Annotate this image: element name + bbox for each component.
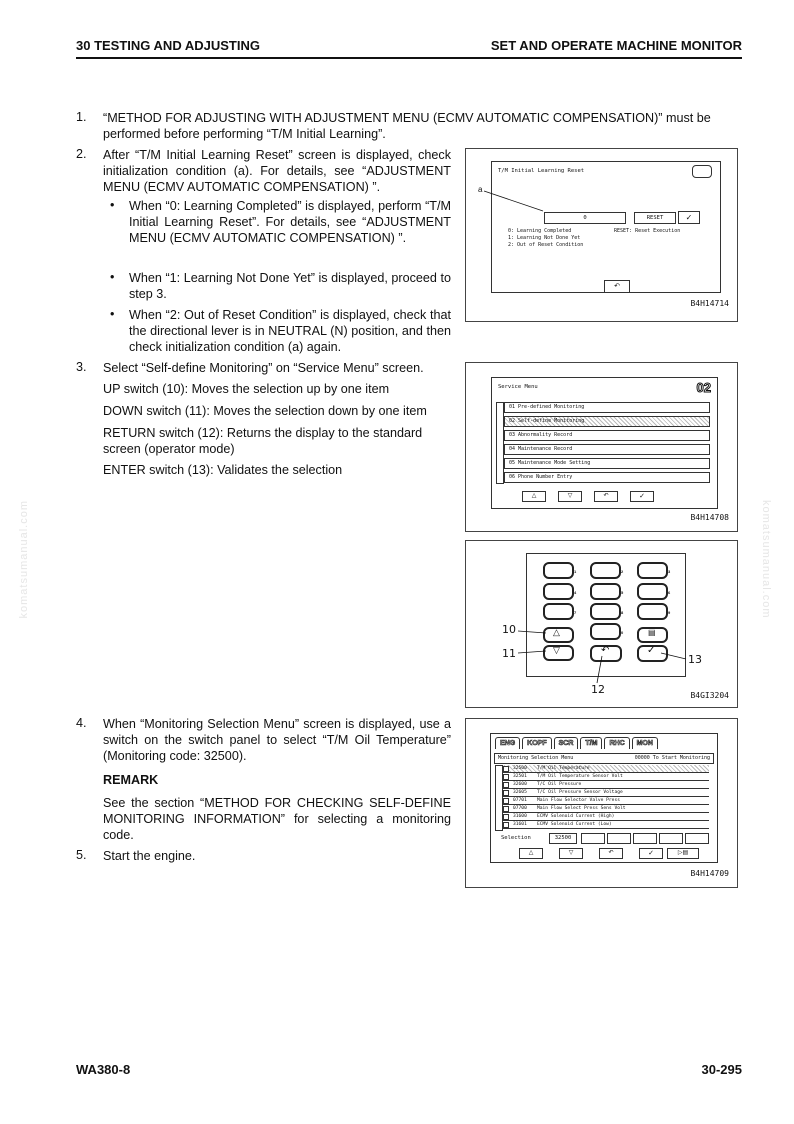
figure-code: B4H14708 [690,513,729,522]
enter-check-icon[interactable]: ✓ [678,211,700,224]
watermark-right: komatsumanual.com [760,500,772,619]
tab-mon[interactable]: MON [632,737,658,749]
selection-slot[interactable] [607,833,631,844]
step-3-text: Select “Self-define Monitoring” on “Service Menu” screen. [103,361,424,375]
row-code: 32500 [513,766,527,771]
row-checkbox[interactable] [503,774,509,780]
row-code: 31601 [513,822,527,827]
next-menu-icon[interactable]: ▷▤ [667,848,699,859]
menu-icon: ▤ [648,628,656,637]
service-menu-list [504,402,710,486]
figure-code: B4H14714 [690,299,729,308]
service-menu-item[interactable]: 06 Phone Number Entry [504,472,710,483]
service-menu-item[interactable]: 04 Maintenance Record [504,444,710,455]
step-3-line-return: RETURN switch (12): Returns the display to the standard screen (operator mode) [103,426,423,456]
reset-note: RESET: Reset Execution [614,228,681,234]
tab-rhc[interactable]: RHC [604,737,629,749]
return-icon[interactable]: ↶ [599,848,623,859]
row-name: Main Flow Select Press Sens Volt [537,806,626,811]
step-3-line-enter: ENTER switch (13): Validates the selection [103,463,343,477]
figure-code: B4H14709 [690,869,729,878]
row-name: T/C Oil Pressure [537,782,582,787]
selection-slot[interactable] [633,833,657,844]
row-name: T/M Oil Temperature Sensor Volt [537,774,623,779]
down-arrow-icon[interactable]: ▽ [559,848,583,859]
tab-eng[interactable]: ENG [495,737,520,749]
step-4-text: When “Monitoring Selection Menu” screen is displayed, use a switch on the switch panel to select “T/M Oil Temperature” (Monitoring code: 32500). [103,717,451,763]
key-number: 9 [668,610,671,615]
step-5-number: 5. [76,848,87,862]
tab-bar [495,737,658,749]
row-checkbox[interactable] [503,814,509,820]
figure-monitoring-selection [465,718,738,888]
option-1: 1: Learning Not Done Yet [508,235,581,241]
header-right: SET AND OPERATE MACHINE MONITOR [490,38,742,53]
arrow-a [466,149,737,321]
option-2: 2: Out of Reset Condition [508,242,584,248]
leader-lines [466,541,737,707]
selection-slot[interactable] [685,833,709,844]
step-3-line-down: DOWN switch (11): Moves the selection down by one item [103,404,427,418]
row-code: 32501 [513,774,527,779]
row-code: 07700 [513,806,527,811]
header-left: 30 TESTING AND ADJUSTING [76,38,260,53]
step-4-number: 4. [76,716,87,730]
enter-check-icon: ✓ [647,645,656,656]
enter-check-icon[interactable]: ✓ [630,491,654,502]
key-number: 1 [574,569,577,574]
row-checkbox[interactable] [503,798,509,804]
step-3-line-up: UP switch (10): Moves the selection up by one item [103,382,390,396]
reset-button[interactable]: RESET [634,212,676,224]
footer-left: WA380-8 [76,1062,131,1077]
figure-service-menu [465,362,738,532]
row-name: ECMV Solenoid Current (High) [537,814,615,819]
page-number: 02 [696,380,711,395]
label-a: a [478,185,483,194]
key-number: 8 [621,610,624,615]
monitoring-list [503,765,709,829]
tab-tm[interactable]: T/M [580,737,602,749]
service-menu-item[interactable]: 02 Self-define Monitoring [504,416,710,427]
row-code: 07701 [513,798,527,803]
return-icon: ↶ [601,645,610,656]
up-arrow-icon: △ [553,627,560,637]
watermark-left: komatsumanual.com [18,500,30,619]
service-menu-item[interactable]: 05 Maintenance Mode Setting [504,458,710,469]
monitoring-row[interactable] [503,773,709,781]
step-1-number: 1. [76,110,87,124]
row-checkbox[interactable] [503,822,509,828]
step-2-text: After “T/M Initial Learning Reset” screen is displayed, check initialization condition (a). For details, see “ADJUSTMENT MENU (ECMV AUTOMATIC COMPENSATION) ”. [103,148,451,194]
row-name: T/M Oil Temperature [537,766,590,771]
step-2-bullet-1: When “0: Learning Completed” is displayed, perform “T/M Initial Learning Reset”. For details, see “ADJUSTMENT MENU (ECMV AUTOMATIC COMPENSATION) ”. [129,199,451,245]
row-name: Main Flow Selector Valve Press [537,798,620,803]
up-arrow-icon[interactable]: △ [519,848,543,859]
figure-switch-panel [465,540,738,708]
row-code: 31600 [513,814,527,819]
tab-kopf[interactable]: KOPF [522,737,551,749]
key-number: 6 [668,590,671,595]
label-return: 12 [591,683,605,696]
label-up: 10 [502,623,516,636]
monitoring-row[interactable] [503,765,709,773]
selection-input[interactable]: 32500 [549,833,577,844]
step-5-text: Start the engine. [103,849,196,863]
monitoring-row[interactable] [503,821,709,829]
row-checkbox[interactable] [503,806,509,812]
monitoring-row[interactable] [503,813,709,821]
figure-code: B4GI3204 [690,691,729,700]
label-down: 11 [502,647,516,660]
step-3-number: 3. [76,360,87,374]
label-enter: 13 [688,653,702,666]
key-number: 5 [621,590,624,595]
down-arrow-icon: ▽ [553,645,560,655]
row-code: 32605 [513,790,527,795]
selection-label: Selection [501,835,531,841]
step-1-text: “METHOD FOR ADJUSTING WITH ADJUSTMENT MENU (ECMV AUTOMATIC COMPENSATION)” must be performed before performing “T/M Initial Learning”. [103,111,711,141]
selection-slot[interactable] [659,833,683,844]
service-menu-item[interactable]: 01 Pre-defined Monitoring [504,402,710,413]
return-icon[interactable]: ↶ [604,280,630,293]
row-checkbox[interactable] [503,782,509,788]
step-2-bullet-3: When “2: Out of Reset Condition” is displayed, check that the directional lever is in NEUTRAL (N) position, and then check initialization condition (a) again. [129,308,451,354]
bullet-dot: • [110,270,115,284]
key-number: 4 [574,590,577,595]
figure-learning-reset [465,148,738,322]
enter-check-icon[interactable]: ✓ [639,848,663,859]
screen-title: Service Menu [498,384,538,390]
condition-value: 0 [544,212,626,224]
scrollbar[interactable] [496,402,504,484]
up-arrow-icon[interactable]: △ [522,491,546,502]
start-hint: 00000 To Start Monitoring [634,755,710,761]
header-rule [76,57,742,59]
screen-frame [491,377,718,509]
option-0: 0: Learning Completed [508,228,572,234]
monitoring-row[interactable] [503,789,709,797]
monitoring-row[interactable] [503,805,709,813]
monitoring-row[interactable] [503,781,709,789]
row-name: T/C Oil Pressure Sensor Voltage [537,790,623,795]
monitoring-row[interactable] [503,797,709,805]
service-menu-item[interactable]: 03 Abnormality Record [504,430,710,441]
down-arrow-icon[interactable]: ▽ [558,491,582,502]
row-checkbox[interactable] [503,790,509,796]
row-checkbox[interactable] [503,766,509,772]
bullet-dot: • [110,198,115,212]
row-code: 32600 [513,782,527,787]
selection-slot[interactable] [581,833,605,844]
key-number: 2 [621,569,624,574]
step-2-number: 2. [76,147,87,161]
footer-right: 30-295 [701,1062,742,1077]
tab-scr[interactable]: SCR [554,737,579,749]
key-number: 7 [574,610,577,615]
return-icon[interactable]: ↶ [594,491,618,502]
title-bar [494,753,714,764]
scrollbar[interactable] [495,765,503,831]
bullet-dot: • [110,307,115,321]
key-number: 3 [668,569,671,574]
screen-title: T/M Initial Learning Reset [498,168,585,174]
remark-title: REMARK [103,773,159,787]
row-name: ECMV Solenoid Current (Low) [537,822,612,827]
screen-frame [490,733,718,863]
key-number: 0 [621,630,624,635]
remark-text: See the section “METHOD FOR CHECKING SELF-DEFINE MONITORING INFORMATION” for selecting a monitoring code. [103,796,451,842]
screen-title: Monitoring Selection Menu [498,755,574,761]
step-2-bullet-2: When “1: Learning Not Done Yet” is displayed, proceed to step 3. [129,271,451,301]
